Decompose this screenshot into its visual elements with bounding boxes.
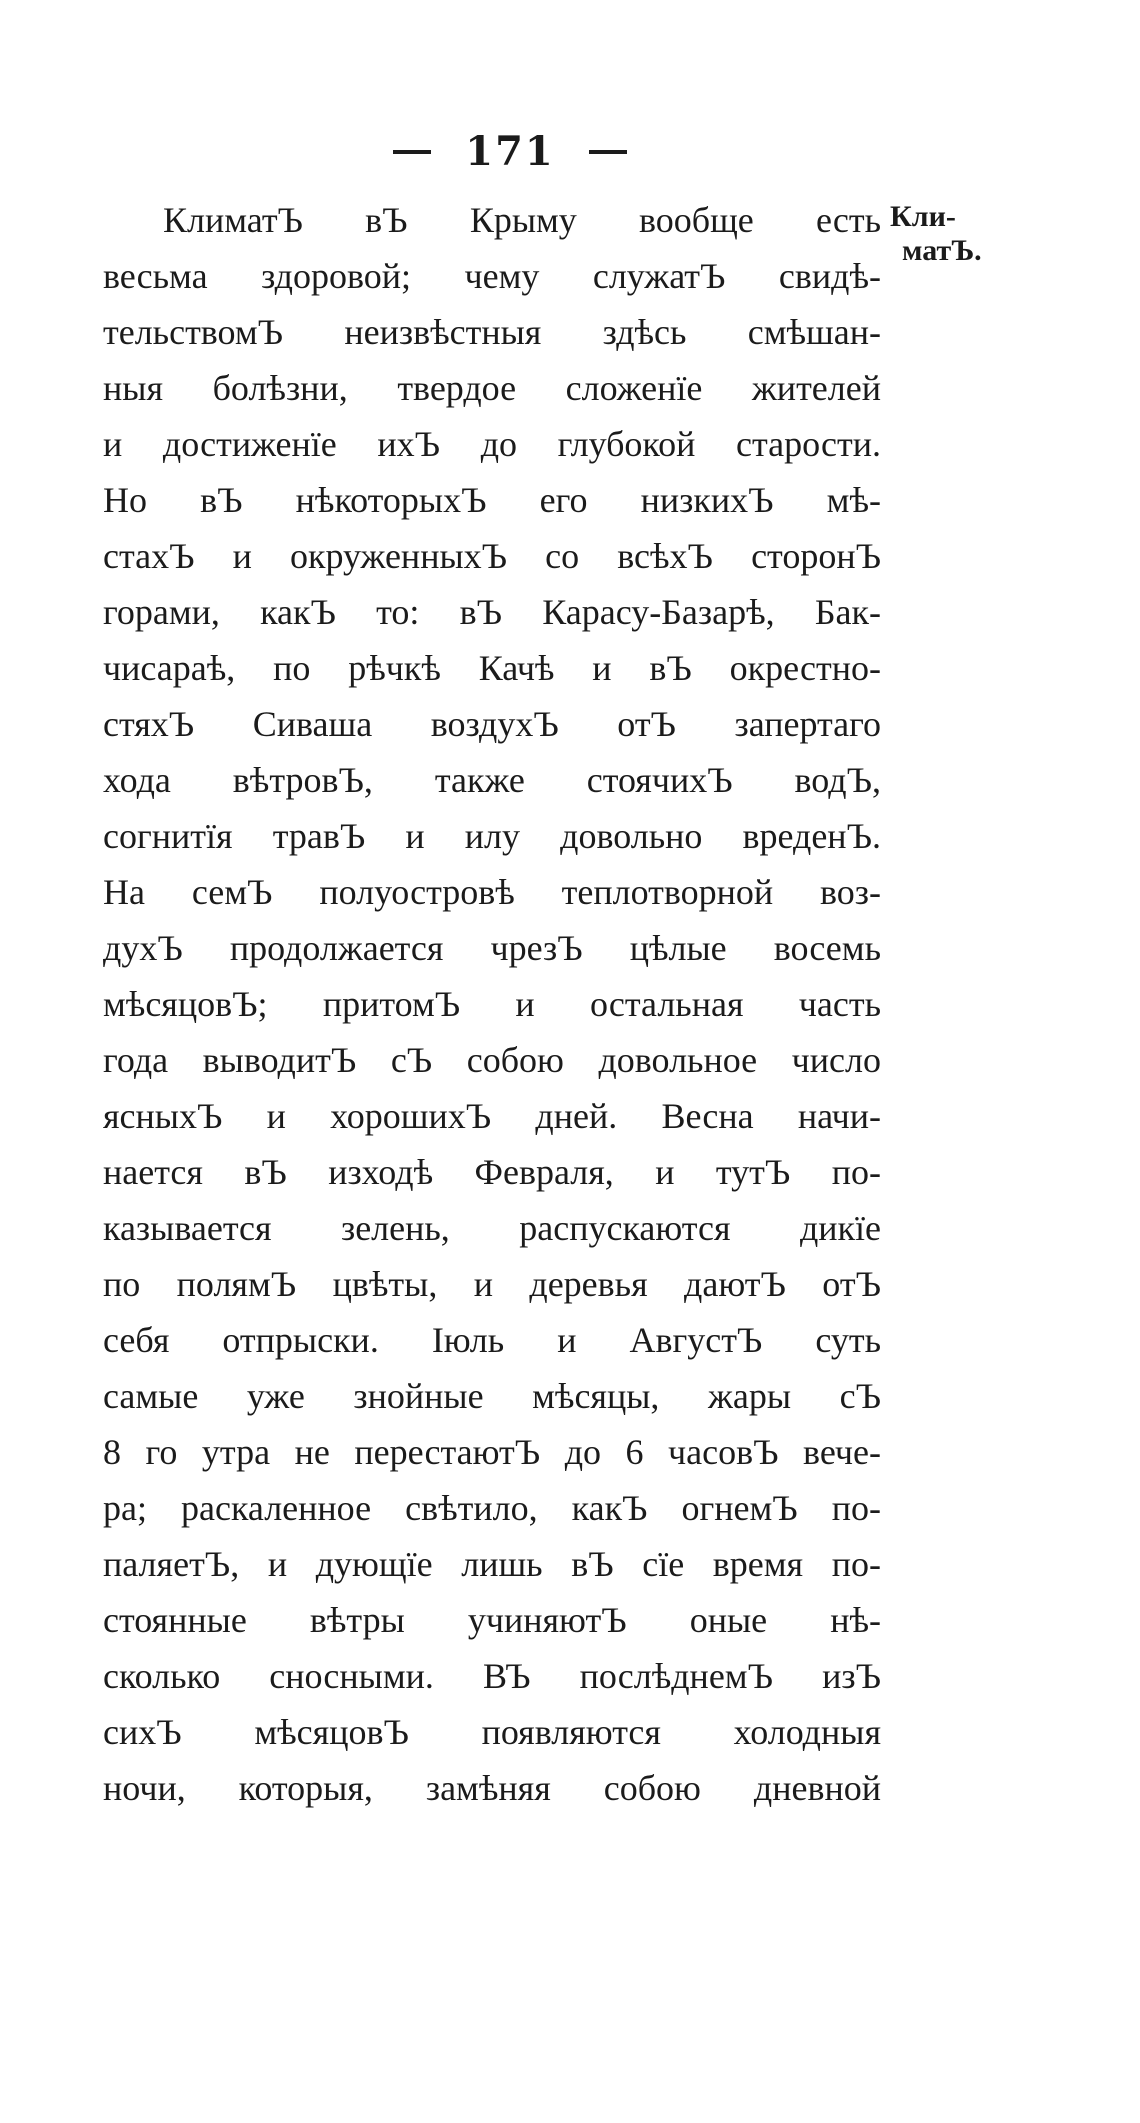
text-line: стахЪ и окруженныхЪ со всѣхЪ сторонЪ (103, 536, 881, 576)
text-line: ясныхЪ и хорошихЪ дней. Весна начи- (103, 1096, 881, 1136)
body-text (103, 192, 881, 1816)
text-line: Но вЪ нѣкоторыхЪ его низкихЪ мѣ- (103, 480, 881, 520)
text-line: горами, какЪ то: вЪ Карасу-Базарѣ, Бак- (103, 592, 881, 632)
text-line: года выводитЪ сЪ собою довольное число (103, 1040, 881, 1080)
text-line: ныя болѣзни, твердое сложенїе жителей (103, 368, 881, 408)
text-line: самые уже знойные мѣсяцы, жары сЪ (103, 1376, 881, 1416)
text-line: хода вѣтровЪ, также стоячихЪ водЪ, (103, 760, 881, 800)
margin-note (890, 200, 1000, 268)
text-line: себя отпрыски. Iюль и АвгустЪ суть (103, 1320, 881, 1360)
page-number: 171 (465, 128, 555, 175)
text-line: стоянные вѣтры учиняютЪ оные нѣ- (103, 1600, 881, 1640)
header-dash-right (589, 150, 627, 154)
text-line: КлиматЪ вЪ Крыму вообще есть (163, 200, 881, 240)
text-line: ночи, которыя, замѣняя собою дневной (103, 1768, 881, 1808)
page-header (340, 122, 680, 182)
text-line: нается вЪ изходѣ Февраля, и тутЪ по- (103, 1152, 881, 1192)
text-line: согнитїя травЪ и илу довольно вреденЪ. (103, 816, 881, 856)
text-line: казывается зелень, распускаются дикїе (103, 1208, 881, 1248)
margin-note-line-2: матЪ. (902, 234, 982, 267)
text-line: мѣсяцовЪ; притомЪ и остальная часть (103, 984, 881, 1024)
text-line: сколько сносными. ВЪ послѣднемЪ изЪ (103, 1656, 881, 1696)
margin-note-line-1: Кли- (890, 200, 956, 233)
text-line: сихЪ мѣсяцовЪ появляются холодныя (103, 1712, 881, 1752)
text-line: 8 го утра не перестаютЪ до 6 часовЪ вече- (103, 1432, 881, 1472)
text-line: чисараѣ, по рѣчкѣ Качѣ и вЪ окрестно- (103, 648, 881, 688)
text-line: ра; раскаленное свѣтило, какЪ огнемЪ по- (103, 1488, 881, 1528)
text-line: тельствомЪ неизвѣстныя здѣсь смѣшан- (103, 312, 881, 352)
text-line: духЪ продолжается чрезЪ цѣлые восемь (103, 928, 881, 968)
text-line: весьма здоровой; чему служатЪ свидѣ- (103, 256, 881, 296)
text-line: На семЪ полуостровѣ теплотворной воз- (103, 872, 881, 912)
text-line: паляетЪ, и дующїе лишь вЪ сїе время по- (103, 1544, 881, 1584)
text-line: стяхЪ Сиваша воздухЪ отЪ запертаго (103, 704, 881, 744)
text-line: и достиженїе ихЪ до глубокой старости. (103, 424, 881, 464)
text-line: по полямЪ цвѣты, и деревья даютЪ отЪ (103, 1264, 881, 1304)
header-dash-left (393, 150, 431, 154)
